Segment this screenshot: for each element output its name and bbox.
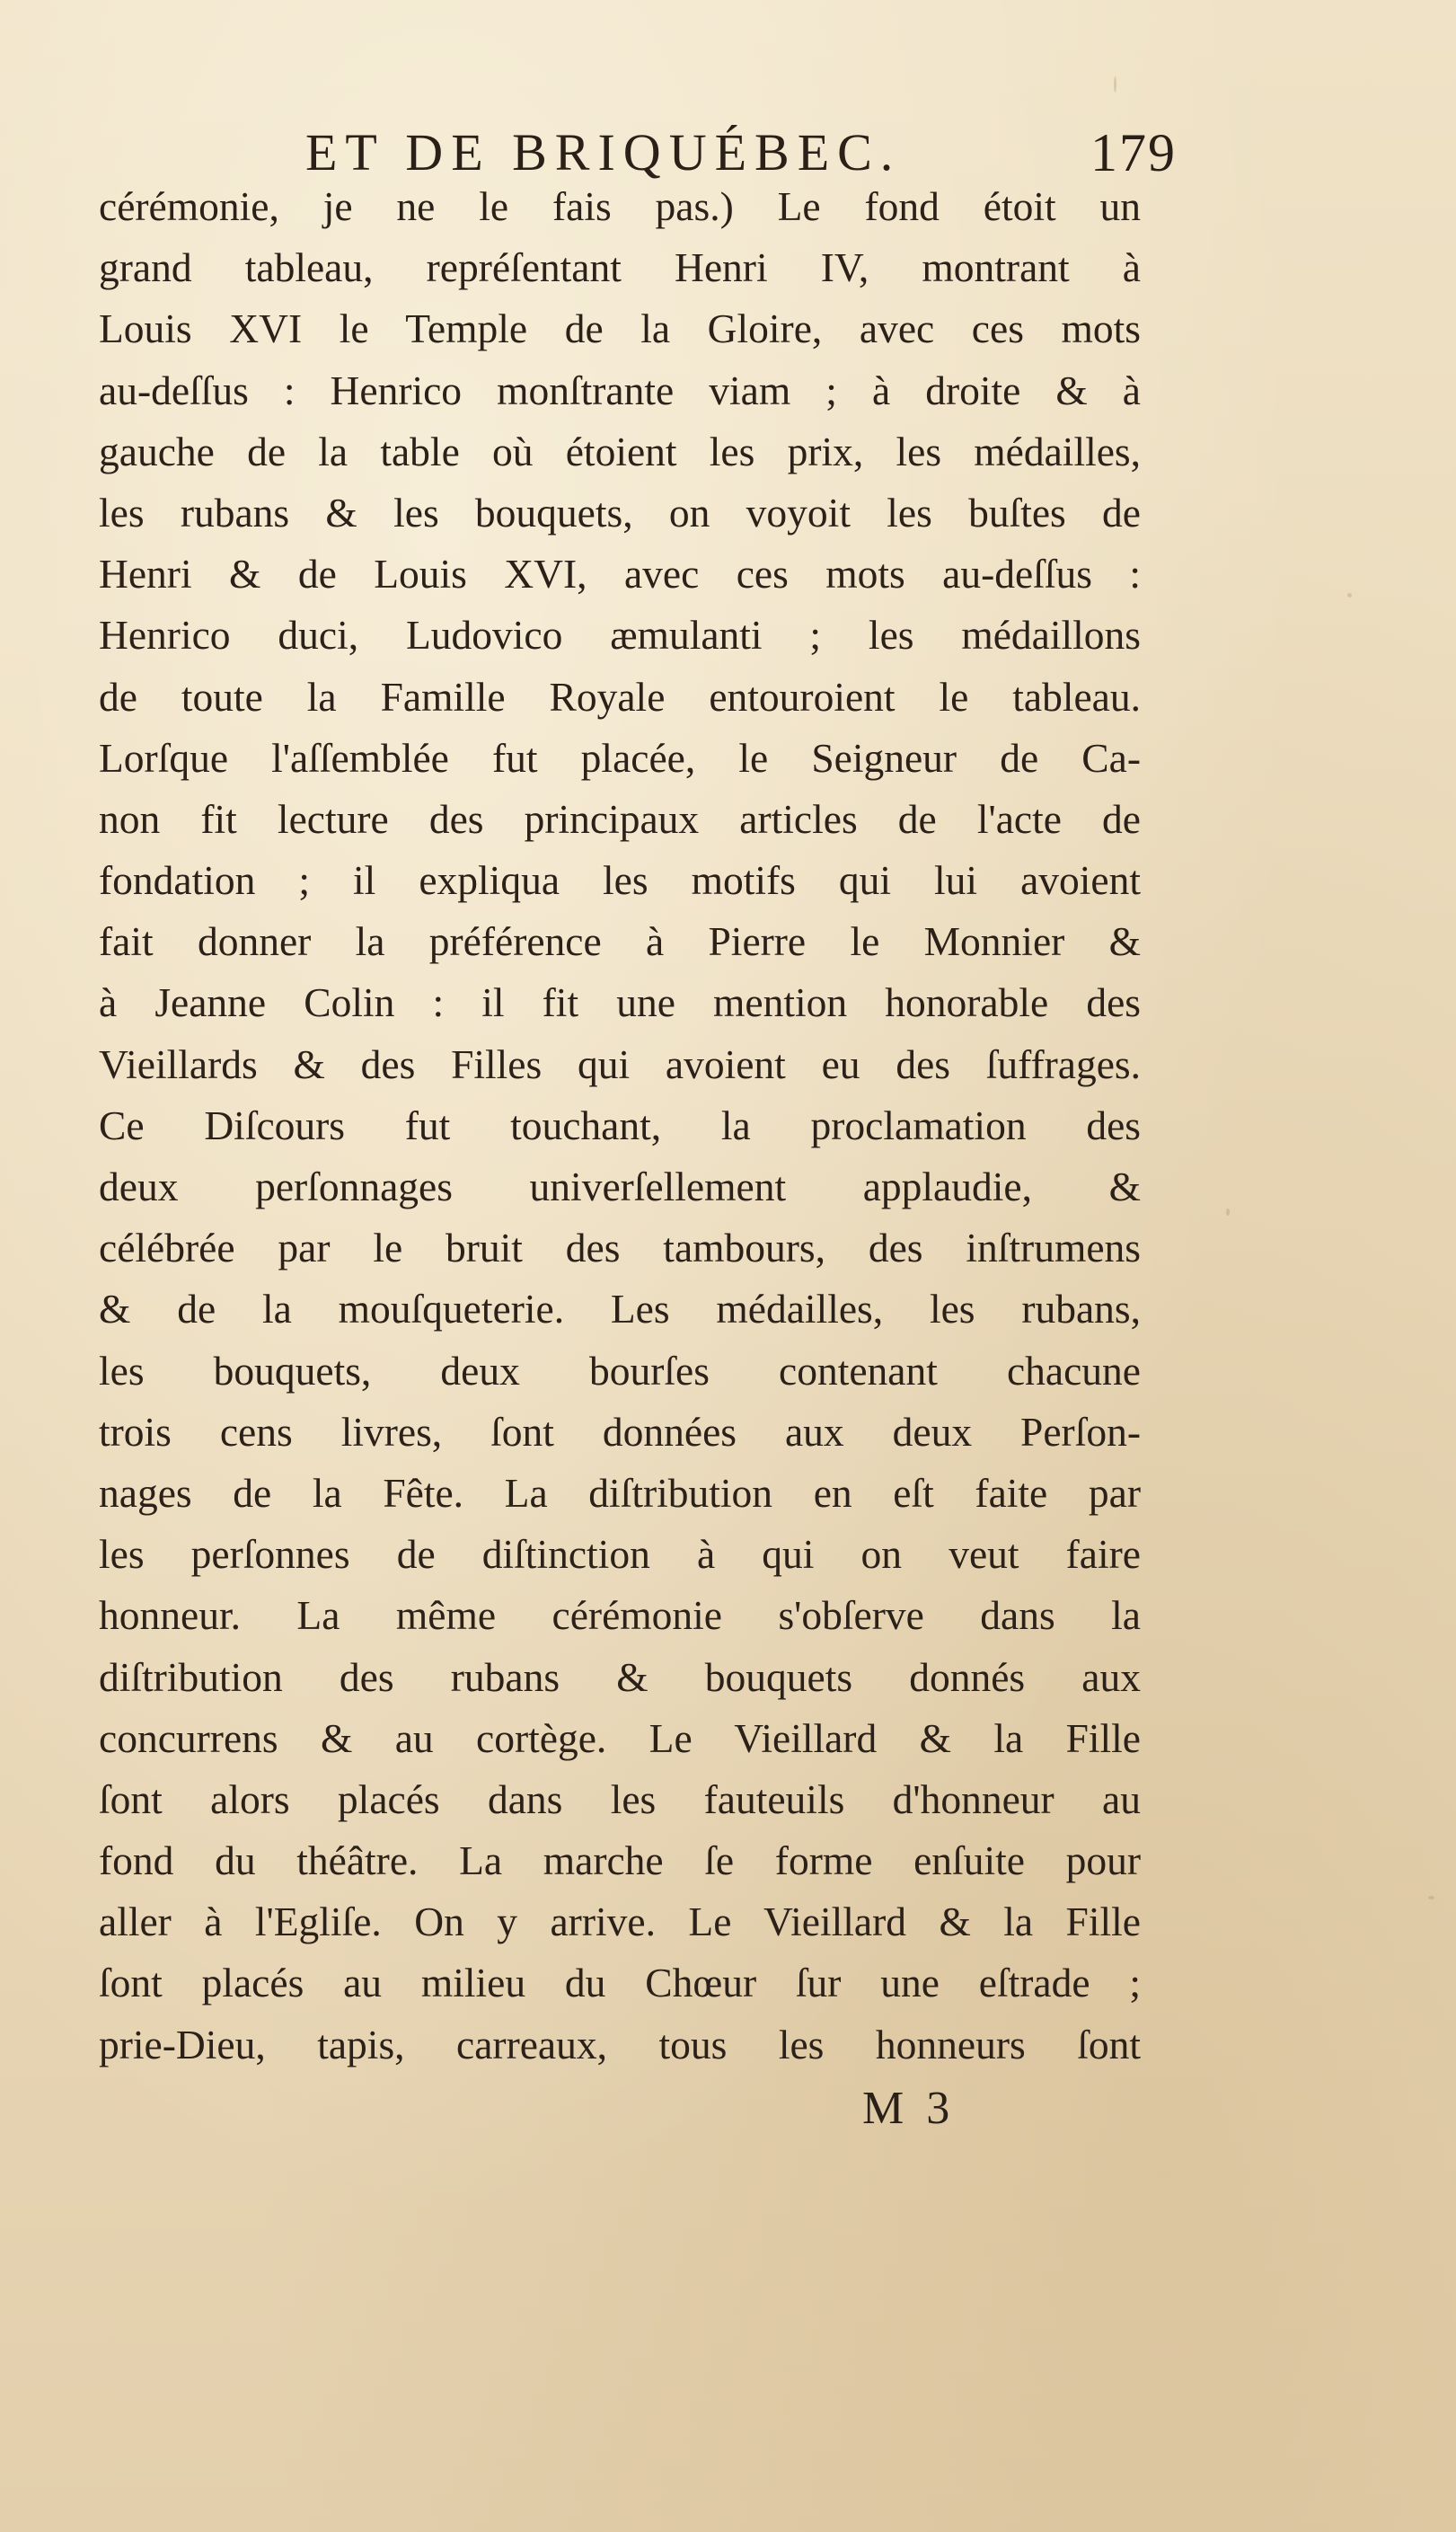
paper-speck <box>1428 1896 1434 1899</box>
text-line: trois cens livres, ſont données aux deux Perſon- <box>99 1408 1141 1455</box>
page-number: 179 <box>1090 123 1177 182</box>
text-line: les rubans & les bouquets, on voyoit les buſtes de <box>99 489 1141 536</box>
paper-speck <box>1347 593 1352 598</box>
text-line: célébrée par le bruit des tambours, des inſtrumens <box>99 1225 1141 1271</box>
text-line: au-deſſus : Henrico monſtrante viam ; à droite & à <box>99 367 1141 413</box>
text-line: concurrens & au cortège. Le Vieillard & la Fille <box>99 1714 1141 1761</box>
text-line: cérémonie, je ne le fais pas.) Le fond étoit un <box>99 183 1141 229</box>
text-line: de toute la Famille Royale entouroient le tableau. <box>99 673 1141 720</box>
text-line: Henrico duci, Ludovico æmulanti ; les médaillons <box>99 612 1141 659</box>
text-line: ſont placés au milieu du Chœur ſur une eſtrade ; <box>99 1960 1141 2006</box>
text-line: grand tableau, repréſentant Henri IV, montrant à <box>99 244 1141 291</box>
text-line: à Jeanne Colin : il fit une mention honorable des <box>99 979 1141 1026</box>
text-line: non fit lecture des principaux articles de l'acte de <box>99 795 1141 842</box>
text-line: prie-Dieu, tapis, carreaux, tous les honneurs ſont <box>99 2021 1141 2067</box>
paper-speck <box>1226 1208 1230 1216</box>
body-text <box>99 176 1141 2076</box>
text-line: Ce Diſcours fut touchant, la proclamation des <box>99 1102 1141 1148</box>
text-line: Henri & de Louis XVI, avec ces mots au-deſſus : <box>99 551 1141 598</box>
text-line: deux perſonnages univerſellement applaudie, & <box>99 1164 1141 1209</box>
text-line: gauche de la table où étoient les prix, les médailles, <box>99 428 1141 474</box>
text-line: les bouquets, deux bourſes contenant chacune <box>99 1347 1141 1394</box>
text-line: les perſonnes de diſtinction à qui on veut faire <box>99 1531 1141 1578</box>
text-line: & de la mouſqueterie. Les médailles, les rubans, <box>99 1286 1141 1332</box>
signature-mark: M 3 <box>862 2083 956 2134</box>
paper-speck <box>1114 76 1116 93</box>
running-title: ET DE BRIQUÉBEC. <box>305 123 902 181</box>
text-line: Lorſque l'aſſemblée fut placée, le Seigneur de Ca- <box>99 734 1141 781</box>
text-line: diſtribution des rubans & bouquets donnés aux <box>99 1653 1141 1700</box>
text-line: fond du théâtre. La marche ſe forme enſuite pour <box>99 1837 1141 1884</box>
text-line: fait donner la préférence à Pierre le Monnier & <box>99 918 1141 965</box>
text-line: nages de la Fête. La diſtribution en eſt faite par <box>99 1469 1141 1516</box>
text-line: Louis XVI le Temple de la Gloire, avec ces mots <box>99 305 1141 352</box>
text-line: fondation ; il expliqua les motifs qui lui avoient <box>99 857 1141 904</box>
text-line: ſont alors placés dans les fauteuils d'honneur au <box>99 1775 1141 1822</box>
text-line: aller à l'Egliſe. On y arrive. Le Vieillard & la Fille <box>99 1899 1141 1945</box>
text-line: honneur. La même cérémonie s'obſerve dans la <box>99 1592 1141 1639</box>
text-line: Vieillards & des Filles qui avoient eu des ſuffrages. <box>99 1040 1141 1087</box>
